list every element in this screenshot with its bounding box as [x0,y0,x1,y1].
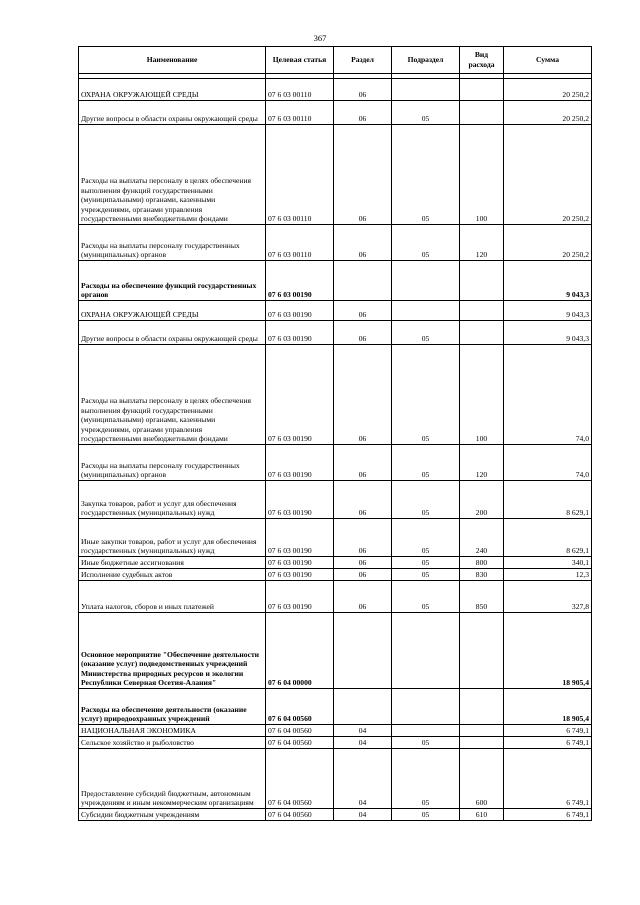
cell-type: 800 [460,557,504,569]
header-type: Вид расхода [460,47,504,74]
cell-type: 120 [460,445,504,481]
cell-sum: 8 629,1 [504,519,592,557]
cell-type: 120 [460,225,504,261]
cell-subsection [392,261,460,301]
cell-code: 07 6 03 00190 [266,445,334,481]
budget-table [78,46,592,821]
cell-code: 07 6 03 00110 [266,125,334,225]
table-row [79,225,592,261]
cell-section: 06 [334,557,392,569]
header-code: Целевая статья [266,47,334,74]
cell-code: 07 6 04 00560 [266,809,334,821]
table-row [79,261,592,301]
cell-subsection [392,613,460,689]
cell-name: Иные закупки товаров, работ и услуг для обеспечения государственных (муниципальных) нужд [79,519,266,557]
cell-sum: 74,0 [504,345,592,445]
cell-section: 06 [334,225,392,261]
cell-name: ОХРАНА ОКРУЖАЮЩЕЙ СРЕДЫ [79,301,266,321]
table-row [79,481,592,519]
cell-sum: 6 749,1 [504,737,592,749]
cell-sum: 9 043,3 [504,301,592,321]
cell-sum: 8 629,1 [504,481,592,519]
cell-section: 06 [334,481,392,519]
cell-section [334,261,392,301]
cell-type: 100 [460,125,504,225]
table-row [79,125,592,225]
cell-code: 07 6 03 00190 [266,261,334,301]
cell-name: НАЦИОНАЛЬНАЯ ЭКОНОМИКА [79,725,266,737]
cell-section: 06 [334,79,392,101]
cell-type [460,737,504,749]
cell-section: 06 [334,445,392,481]
cell-subsection: 05 [392,569,460,581]
cell-type: 100 [460,345,504,445]
cell-name: Расходы на выплаты персоналу в целях обеспечения выполнения функций государственными (муниципальными) органами, казенными учреждениями, органами управления государственными внебюджетными фондами [79,345,266,445]
cell-name: Расходы на обеспечение функций государственных органов [79,261,266,301]
cell-name: Сельское хозяйство и рыболовство [79,737,266,749]
cell-code: 07 6 03 00190 [266,569,334,581]
cell-section: 06 [334,569,392,581]
table-row [79,445,592,481]
cell-subsection: 05 [392,737,460,749]
header-name: Наименование [79,47,266,74]
cell-code: 07 6 04 00560 [266,737,334,749]
cell-sum: 9 043,3 [504,321,592,345]
cell-name: Основное мероприятие "Обеспечение деятельности (оказание услуг) подведомственных учреждений Министерства природных ресурсов и экологии Республики Северная Осетия-Алания" [79,613,266,689]
cell-code: 07 6 03 00110 [266,79,334,101]
cell-type: 600 [460,749,504,809]
cell-subsection: 05 [392,125,460,225]
table-row [79,519,592,557]
cell-code: 07 6 03 00190 [266,581,334,613]
table-row [79,809,592,821]
cell-code: 07 6 04 00000 [266,613,334,689]
cell-name: Уплата налогов, сборов и иных платежей [79,581,266,613]
cell-sum: 6 749,1 [504,809,592,821]
header-subsection: Подраздел [392,47,460,74]
cell-code: 07 6 04 00560 [266,725,334,737]
table-row [79,689,592,725]
table-row [79,301,592,321]
cell-sum: 20 250,2 [504,79,592,101]
cell-section: 06 [334,321,392,345]
cell-type: 850 [460,581,504,613]
header-sum: Сумма [504,47,592,74]
cell-sum: 9 043,3 [504,261,592,301]
cell-name: Расходы на выплаты персоналу в целях обеспечения выполнения функций государственными (муниципальными) органами, казенными учреждениями, органами управления государственными внебюджетными фондами [79,125,266,225]
cell-subsection [392,689,460,725]
cell-code: 07 6 03 00190 [266,321,334,345]
cell-code: 07 6 03 00110 [266,225,334,261]
cell-name: ОХРАНА ОКРУЖАЮЩЕЙ СРЕДЫ [79,79,266,101]
table-row [79,321,592,345]
cell-subsection: 05 [392,345,460,445]
page-number: 367 [313,33,327,43]
cell-name: Расходы на выплаты персоналу государственных (муниципальных) органов [79,445,266,481]
cell-name: Другие вопросы в области охраны окружающей среды [79,321,266,345]
cell-type [460,301,504,321]
table-row [79,737,592,749]
cell-subsection: 05 [392,101,460,125]
cell-sum: 6 749,1 [504,749,592,809]
cell-subsection [392,725,460,737]
cell-sum: 20 250,2 [504,125,592,225]
cell-subsection: 05 [392,481,460,519]
cell-section: 04 [334,809,392,821]
cell-sum: 20 250,2 [504,101,592,125]
cell-subsection: 05 [392,225,460,261]
table-row [79,79,592,101]
cell-section: 04 [334,737,392,749]
cell-type: 830 [460,569,504,581]
cell-code: 07 6 03 00190 [266,557,334,569]
cell-subsection: 05 [392,557,460,569]
table-row [79,101,592,125]
cell-section [334,613,392,689]
table-row [79,345,592,445]
cell-code: 07 6 03 00190 [266,345,334,445]
table-row [79,749,592,809]
table-body [79,79,592,821]
cell-section: 06 [334,101,392,125]
cell-code: 07 6 03 00190 [266,481,334,519]
cell-sum: 20 250,2 [504,225,592,261]
cell-subsection [392,301,460,321]
cell-code: 07 6 03 00110 [266,101,334,125]
cell-name: Исполнение судебных актов [79,569,266,581]
cell-name: Расходы на обеспечение деятельности (оказание услуг) природоохранных учреждений [79,689,266,725]
cell-name: Закупка товаров, работ и услуг для обеспечения государственных (муниципальных) нужд [79,481,266,519]
cell-sum: 74,0 [504,445,592,481]
cell-code: 07 6 04 00560 [266,749,334,809]
cell-name: Иные бюджетные ассигнования [79,557,266,569]
cell-code: 07 6 03 00190 [266,301,334,321]
cell-sum: 18 905,4 [504,613,592,689]
cell-name: Предоставление субсидий бюджетным, автономным учреждениям и иным некоммерческим организациям [79,749,266,809]
cell-subsection: 05 [392,445,460,481]
cell-type [460,261,504,301]
cell-subsection: 05 [392,809,460,821]
cell-section: 04 [334,749,392,809]
cell-subsection: 05 [392,581,460,613]
cell-section: 06 [334,581,392,613]
cell-sum: 327,8 [504,581,592,613]
cell-type [460,725,504,737]
cell-name: Другие вопросы в области охраны окружающей среды [79,101,266,125]
cell-type: 200 [460,481,504,519]
cell-type [460,321,504,345]
table-row [79,557,592,569]
cell-section: 04 [334,725,392,737]
cell-type [460,101,504,125]
cell-section: 06 [334,301,392,321]
cell-subsection [392,79,460,101]
cell-type: 240 [460,519,504,557]
cell-type [460,689,504,725]
cell-section: 06 [334,519,392,557]
table-row [79,569,592,581]
cell-code: 07 6 03 00190 [266,519,334,557]
cell-type [460,79,504,101]
table-row [79,613,592,689]
table-row [79,581,592,613]
cell-type: 610 [460,809,504,821]
cell-type [460,613,504,689]
cell-section: 06 [334,345,392,445]
cell-name: Субсидии бюджетным учреждениям [79,809,266,821]
cell-code: 07 6 04 00560 [266,689,334,725]
cell-sum: 18 905,4 [504,689,592,725]
table-header-row [79,47,592,74]
cell-subsection: 05 [392,519,460,557]
header-section: Раздел [334,47,392,74]
cell-subsection: 05 [392,749,460,809]
cell-name: Расходы на выплаты персоналу государственных (муниципальных) органов [79,225,266,261]
cell-sum: 340,1 [504,557,592,569]
cell-sum: 12,3 [504,569,592,581]
cell-subsection: 05 [392,321,460,345]
cell-sum: 6 749,1 [504,725,592,737]
cell-section: 06 [334,125,392,225]
table-row [79,725,592,737]
cell-section [334,689,392,725]
